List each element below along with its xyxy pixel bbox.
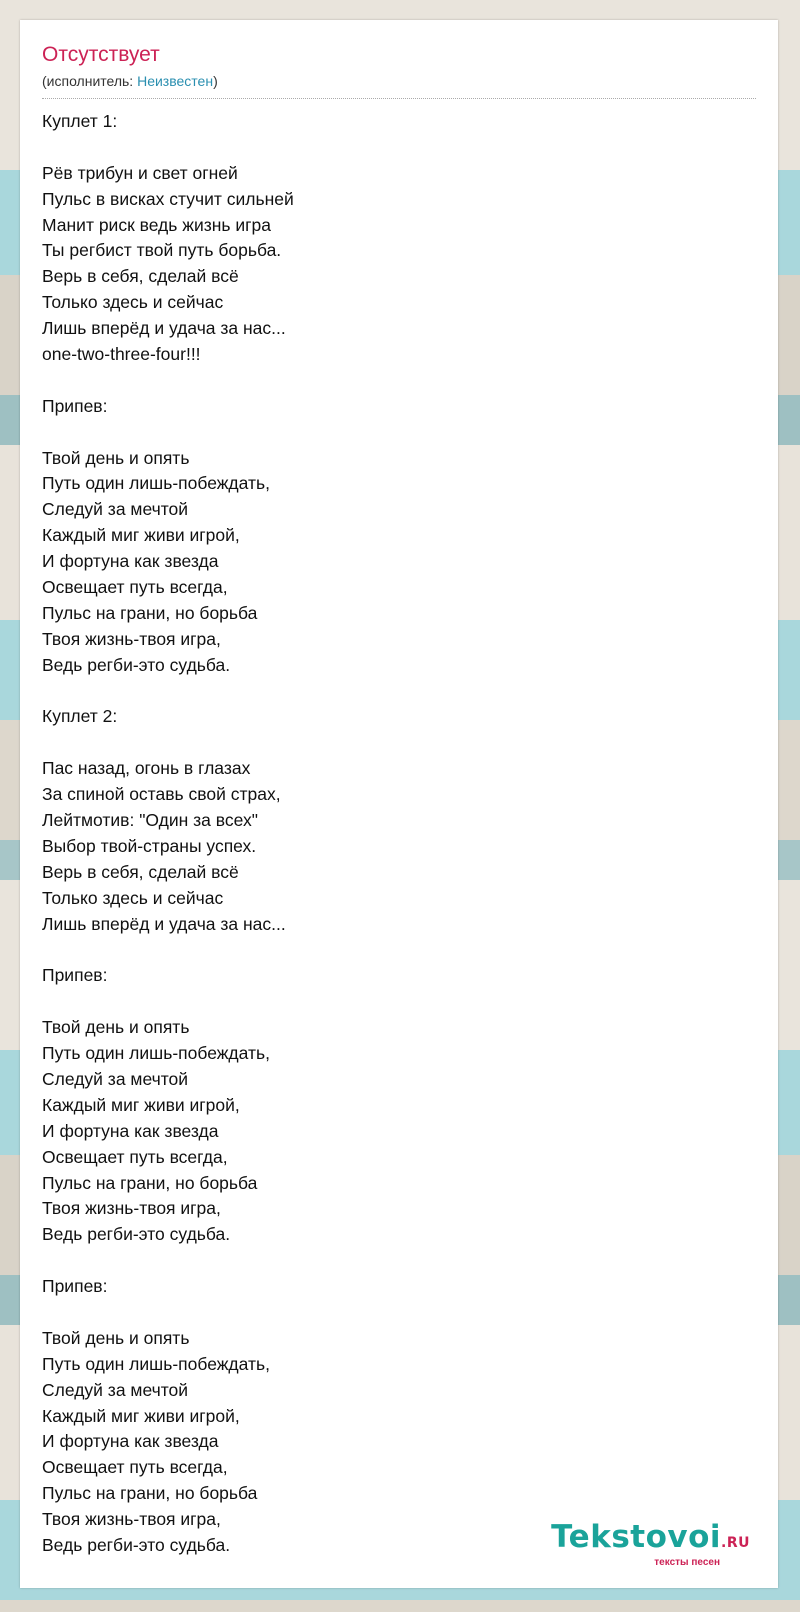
blank-line: [42, 989, 756, 1015]
site-logo[interactable]: [551, 1521, 750, 1568]
lyrics-card: [20, 20, 778, 1588]
blank-line: [42, 730, 756, 756]
lyric-line: Пульс на грани, но борьба: [42, 1483, 258, 1504]
lyric-line: Припев:: [42, 965, 108, 986]
artist-link[interactable]: Неизвестен: [137, 73, 214, 89]
blank-line: [42, 368, 756, 394]
blank-line: [42, 420, 756, 446]
lyric-line: Пульс на грани, но борьба: [42, 602, 258, 623]
lyric-line: Выбор твой-страны успех.: [42, 835, 257, 856]
lyric-line: Ты регбист твой путь борьба.: [42, 240, 282, 261]
blank-line: [42, 1300, 756, 1326]
lyric-line: Освещает путь всегда,: [42, 1146, 228, 1167]
lyric-line: Лишь вперёд и удача за нас...: [42, 913, 286, 934]
song-title: Отсутствует: [42, 43, 160, 66]
lyric-line: Лишь вперёд и удача за нас...: [42, 318, 286, 339]
lyric-line: Твой день и опять: [42, 447, 190, 468]
lyric-line: И фортуна как звезда: [42, 551, 219, 572]
lyric-line: Куплет 1:: [42, 111, 118, 131]
lyric-line: Только здесь и сейчас: [42, 292, 224, 313]
lyric-line: И фортуна как звезда: [42, 1120, 219, 1141]
lyric-line: Твой день и опять: [42, 1017, 190, 1038]
lyric-line: Путь один лишь-побеждать,: [42, 1353, 270, 1374]
lyric-line: Верь в себя, сделай всё: [42, 266, 239, 287]
artist-line: [42, 72, 756, 90]
lyric-line: Каждый миг живи игрой,: [42, 1405, 240, 1426]
lyric-line: Твоя жизнь-твоя игра,: [42, 1509, 221, 1530]
lyric-line: Ведь регби-это судьба.: [42, 654, 231, 675]
artist-suffix: ): [213, 73, 218, 89]
lyric-line: Освещает путь всегда,: [42, 1457, 228, 1478]
logo-wordmark: [551, 1521, 750, 1559]
lyric-line: Освещает путь всегда,: [42, 577, 228, 598]
lyric-line: Каждый миг живи игрой,: [42, 525, 240, 546]
logo-main-text: Tekstovoi: [551, 1519, 722, 1555]
lyric-line: Ведь регби-это судьба.: [42, 1224, 231, 1245]
blank-line: [42, 679, 756, 705]
logo-tagline: тексты песен: [654, 1557, 720, 1568]
lyric-line: Каждый миг живи игрой,: [42, 1094, 240, 1115]
lyric-line: Твой день и опять: [42, 1327, 190, 1348]
lyric-line: Пас назад, огонь в глазах: [42, 758, 251, 779]
blank-line: [42, 1248, 756, 1274]
lyric-line: Пульс в висках стучит сильней: [42, 188, 294, 209]
lyric-line: Лейтмотив: "Один за всех": [42, 810, 258, 831]
lyric-line: Куплет 2:: [42, 706, 118, 727]
lyric-line: И фортуна как звезда: [42, 1431, 219, 1452]
lyric-line: Следуй за мечтой: [42, 1379, 189, 1400]
lyric-line: one-two-three-four!!!: [42, 344, 201, 365]
lyric-line: Верь в себя, сделай всё: [42, 861, 239, 882]
lyric-line: За спиной оставь свой страх,: [42, 784, 281, 805]
blank-line: [42, 135, 756, 161]
lyric-line: Рёв трибун и свет огней: [42, 162, 238, 183]
lyric-line: Путь один лишь-побеждать,: [42, 1043, 270, 1064]
blank-line: [42, 938, 756, 964]
lyric-line: Ведь регби-это судьба.: [42, 1534, 231, 1555]
lyric-line: Следуй за мечтой: [42, 499, 189, 520]
lyric-line: Следуй за мечтой: [42, 1068, 189, 1089]
lyric-line: Твоя жизнь-твоя игра,: [42, 1198, 221, 1219]
lyrics-text: [42, 109, 756, 1559]
lyric-line: Манит риск ведь жизнь игра: [42, 214, 272, 235]
lyric-line: Пульс на грани, но борьба: [42, 1172, 258, 1193]
lyric-line: Путь один лишь-побеждать,: [42, 473, 270, 494]
lyric-line: Припев:: [42, 395, 108, 416]
logo-tld: .RU: [721, 1535, 750, 1551]
dotted-divider: [42, 98, 756, 99]
artist-prefix: (исполнитель:: [42, 73, 138, 89]
lyric-line: Припев:: [42, 1276, 108, 1297]
lyric-line: Твоя жизнь-твоя игра,: [42, 628, 221, 649]
lyric-line: Только здесь и сейчас: [42, 887, 224, 908]
